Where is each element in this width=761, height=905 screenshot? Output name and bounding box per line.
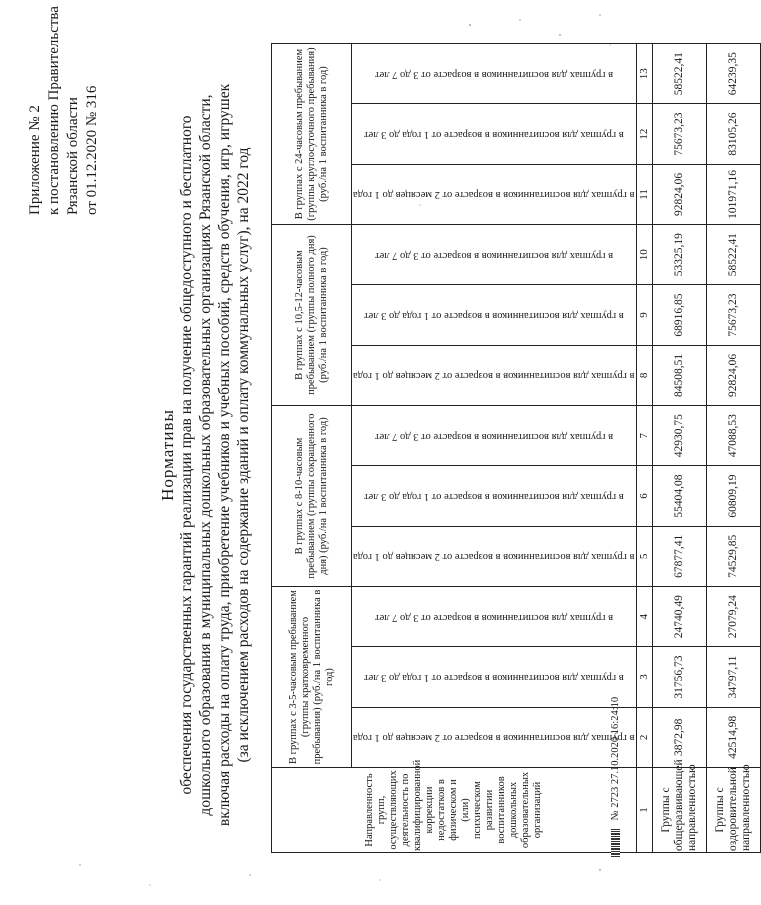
- value-cell: 68916,85: [652, 285, 706, 345]
- age-header-text: в группах для воспитанников в возрасте от 2 месяцев до 1 года: [353, 551, 635, 563]
- value-cell: 55404,08: [652, 466, 706, 526]
- column-number: 12: [636, 104, 652, 164]
- group-header-2: В группах с 8-10-часовым пребыванием (группы сокращенного дня) (руб./на 1 воспитанника в год): [272, 406, 352, 587]
- age-header: [352, 104, 637, 164]
- norms-table: [271, 43, 761, 853]
- value-cell: 101971,16: [706, 164, 760, 224]
- column-number: 1: [636, 768, 652, 853]
- value-cell: 58522,41: [706, 225, 760, 285]
- age-header-text: в группах для воспитанников в возрасте от 2 месяцев до 1 года: [353, 370, 635, 382]
- age-header: [352, 44, 637, 104]
- value-cell: 27079,24: [706, 587, 760, 647]
- appendix-line-1: Приложение № 2: [27, 105, 43, 215]
- table-row: [706, 44, 760, 853]
- group-header-4: В группах с 24-часовым пребыванием (группы круглосуточного пребывания) (руб./на 1 воспитанника в год): [272, 44, 352, 225]
- column-number: 4: [636, 587, 652, 647]
- age-header-text: в группах для воспитанников в возрасте от 3 до 7 лет: [374, 249, 613, 261]
- value-cell: 42514,98: [706, 707, 760, 767]
- age-header-text: в группах для воспитанников в возрасте от 1 года до 3 лет: [363, 491, 624, 503]
- value-cell: 92824,06: [652, 164, 706, 224]
- age-header-text: в группах для воспитанников в возрасте от 1 года до 3 лет: [363, 672, 624, 684]
- appendix-line-4: от 01.12.2020 № 316: [84, 85, 100, 215]
- value-cell: 47088,53: [706, 406, 760, 466]
- group-header-1: В группах с 3-5-часовым пребыванием (группы кратковременного пребывания) (руб./на 1 воспитанника в год): [272, 587, 352, 768]
- value-cell: 58522,41: [652, 44, 706, 104]
- age-header-text: в группах для воспитанников в возрасте от 2 месяцев до 1 года: [353, 189, 635, 201]
- column-number: 11: [636, 164, 652, 224]
- value-cell: 75673,23: [706, 285, 760, 345]
- column-number: 9: [636, 285, 652, 345]
- value-cell: 31756,73: [652, 647, 706, 707]
- age-header-text: в группах для воспитанников в возрасте от 1 года до 3 лет: [363, 129, 624, 141]
- age-header-text: в группах для воспитанников в возрасте от 3 до 7 лет: [374, 611, 613, 623]
- column-number: 3: [636, 647, 652, 707]
- value-cell: 67877,41: [652, 526, 706, 586]
- group-header-3: В группах с 10,5-12-часовым пребыванием (группы полного дня) (руб./на 1 воспитанника в год): [272, 225, 352, 406]
- value-cell: 3872,98: [652, 707, 706, 767]
- value-cell: 53325,19: [652, 225, 706, 285]
- value-cell: 24740,49: [652, 587, 706, 647]
- age-header: [352, 526, 637, 586]
- column-number: 5: [636, 526, 652, 586]
- age-header: [352, 164, 637, 224]
- appendix-line-2: к постановлению Правительства: [46, 6, 62, 215]
- column-number: 6: [636, 466, 652, 526]
- age-header: [352, 647, 637, 707]
- registration-footer: [610, 697, 621, 857]
- column-number: 2: [636, 707, 652, 767]
- row-label: Группы с оздоровительной направленностью: [706, 768, 760, 853]
- appendix-line-3: Рязанской области: [65, 97, 81, 215]
- age-header: [352, 406, 637, 466]
- doc-number: № 2723: [610, 786, 621, 821]
- age-header: [352, 587, 637, 647]
- table-row: [652, 44, 706, 853]
- value-cell: 75673,23: [652, 104, 706, 164]
- title-line-1: обеспечения государственных гарантий реализации прав на получение общедоступного и бесплатного: [178, 115, 195, 795]
- direction-header: Направленность групп, осуществляющих деятельность по квалифицированной коррекции недостатков в физическом и (или) психическом развитии воспитанников дошкольных образовательных организаций: [272, 768, 637, 853]
- value-cell: 34797,11: [706, 647, 760, 707]
- age-header-text: в группах для воспитанников в возрасте от 3 до 7 лет: [374, 68, 613, 80]
- age-header-text: в группах для воспитанников в возрасте от 2 месяцев до 1 года: [353, 732, 635, 744]
- age-header: [352, 707, 637, 767]
- age-header: [352, 225, 637, 285]
- title-line-2: дошкольного образования в муниципальных дошкольных образовательных организациях Рязанской области,: [197, 94, 214, 816]
- value-cell: 92824,06: [706, 345, 760, 405]
- value-cell: 60809,19: [706, 466, 760, 526]
- title-line-3: включая расходы на оплату труда, приобретение учебников и учебных пособий, средств обучения, игр, игрушек: [216, 83, 233, 827]
- row-label: Группы с общеразвивающей направленностью: [652, 768, 706, 853]
- title-heading: Нормативы: [158, 409, 177, 501]
- document-title: [158, 35, 253, 875]
- age-header: [352, 466, 637, 526]
- doc-timestamp: 27.10.2020 16:24:10: [610, 696, 621, 785]
- value-cell: 74529,85: [706, 526, 760, 586]
- column-number: 13: [636, 44, 652, 104]
- column-number: 10: [636, 225, 652, 285]
- age-header: [352, 345, 637, 405]
- value-cell: 83105,26: [706, 104, 760, 164]
- value-cell: 64239,35: [706, 44, 760, 104]
- title-line-4: (за исключением расходов на содержание зданий и оплату коммунальных услуг), на 2022 год: [235, 147, 252, 763]
- age-header-text: в группах для воспитанников в возрасте от 1 года до 3 лет: [363, 310, 624, 322]
- value-cell: 42930,75: [652, 406, 706, 466]
- column-number: 8: [636, 345, 652, 405]
- value-cell: 84508,51: [652, 345, 706, 405]
- column-number: 7: [636, 406, 652, 466]
- barcode-icon: [611, 829, 620, 857]
- age-header: [352, 285, 637, 345]
- age-header-text: в группах для воспитанников в возрасте от 3 до 7 лет: [374, 430, 613, 442]
- appendix-block: [26, 6, 102, 215]
